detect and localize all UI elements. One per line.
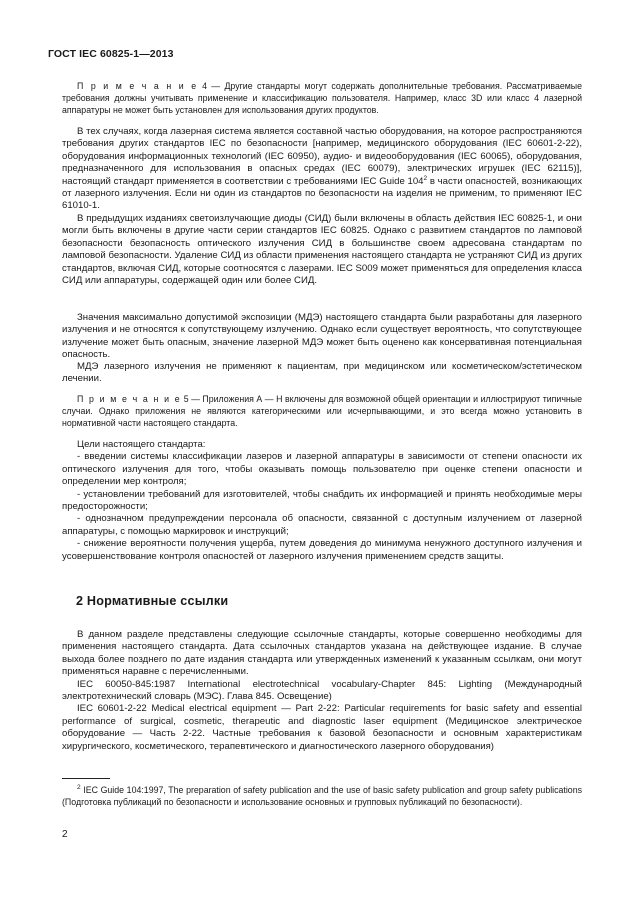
paragraph-text-continued: в части опасностей, возникающих от лазерного излучения. Если ни один из стандартов по безопасности на изделия не применим, то применяют IEC 61010-1. [62, 175, 582, 212]
paragraph-text: МДЭ лазерного излучения не применяют к пациентам, при медицинском или косметическом/эстетическом лечении. [62, 361, 582, 385]
note-text: 4 — Другие стандарты могут содержать дополнительные требования. Рассматриваемые требования должны учитывать применение и классификацию пользователя. Например, класс 3D или класс 4 лазерной аппаратуры не может быть установлен для использования других продуктов. [62, 81, 582, 116]
paragraph-mpe-patients [62, 361, 582, 386]
paragraph-text: Значения максимально допустимой экспозиции (МДЭ) настоящего стандарта были разработаны для лазерного излучения и не относятся к сопутствующему излучению. Однако если существует вероятность, что сопутствующее излучение может быть опасным, значение лазерной МДЭ может быть оценено как консервативная потенциальная опасность. [62, 312, 582, 361]
section-heading: 2 Нормативные ссылки [76, 594, 229, 608]
normative-references [62, 629, 582, 753]
note-4 [62, 80, 582, 116]
list-item: - введении системы классификации лазеров и лазерной аппаратуры в зависимости от степени опасности их оптического излучения для того, чтобы оказывать помощь пользователю при оценке степени опасности и определении мер контроля; [62, 451, 582, 488]
note-5 [62, 393, 582, 429]
list-item: - снижение вероятности получения ущерба, путем доведения до минимума ненужного доступного излучения и усовершенствование контроля опасностей от лазерного излучения применением средств защиты. [62, 538, 582, 562]
footnote-number: 2 [77, 784, 81, 792]
reference-item: IEC 60050-845:1987 International electrotechnical vocabulary-Chapter 845: Lighting (Международный электротехнический словарь (МЭС). Глава 845. Освещение) [62, 678, 582, 703]
note-label: П р и м е ч а н и е [77, 394, 182, 404]
note-label: П р и м е ч а н и е [77, 81, 198, 91]
paragraph-text: В тех случаях, когда лазерная система является составной частью оборудования, на которое распространяются требования других стандартов IEC по безопасности [например, медицинского оборудования (IEC 60601-2-22), оборудования информационных технологий (IEC 60950), аудио- и видеооборудования (IEC 60065), оборудования, предназначенного для использования в опасных средах (IEC 60079), электрических игрушек (IEC 62115)], настоящий стандарт применяется в соответствии с требованиями IEC Guide 104 [62, 126, 582, 187]
list-item: - установлении требований для изготовителей, чтобы снабдить их информацией и принять необходимые меры предосторожности; [62, 488, 582, 513]
footnote-divider [62, 778, 110, 779]
standard-header: ГОСТ IEC 60825-1—2013 [48, 48, 174, 60]
paragraph-text: В предыдущих изданиях светоизлучающие диоды (СИД) были включены в область действия IEC 60825-1, и они могли быть включены в другие части серии стандартов IEC 60825. Однако с развитием стандартов по ламповой безопасности безопасность оптического излучения СИД в большинстве своем адресована стандартам по ламповой безопасности. Удаление СИД из области применения настоящего стандарта не устраняют СИД из других стандартов, включая СИД, которые соотносятся с лазерами. IEC S009 может применяться для определения класса СИД или аппаратуры, содержащей один или более СИД. [62, 213, 582, 287]
footnote [62, 784, 582, 808]
goals-list [62, 439, 582, 563]
page-number: 2 [62, 829, 68, 840]
goals-intro: Цели настоящего стандарта: [77, 439, 206, 450]
reference-item: IEC 60601-2-22 Medical electrical equipment — Part 2-22: Particular requirements for basic safety and essential performance of surgical, cosmetic, therapeutic and diagnostic laser equipment (Медицинское электрическое оборудование — Часть 2-22. Частные требования к базовой безопасности и основным характеристикам хирургического, косметического, терапевтического и диагностического лазерного оборудования) [62, 703, 582, 752]
note-text: 5 — Приложения А — Н включены для возможной общей ориентации и иллюстрируют типичные случаи. Однако приложения не являются категорическими или исчерпывающими, и это всегда можно установить в нормативной части настоящего стандарта. [62, 394, 582, 429]
footnote-reference: 2 [423, 174, 428, 182]
section-intro: В данном разделе представлены следующие ссылочные стандарты, которые совершенно необходимы для применения настоящего стандарта. Дата ссылочных стандартов указана на действующее издание. В случае выхода более позднего по дате издания стандарта или утвержденных изменений к указанным ссылкам, они могут применяться наравне с перечисленными. [62, 629, 582, 678]
paragraph-mpe [62, 312, 582, 362]
paragraph-led [62, 213, 582, 287]
list-item: - однозначном предупреждении персонала об опасности, связанной с доступным излучением от лазерной аппаратуры, с помощью маркировок и инструкций; [62, 513, 582, 537]
paragraph-scope-systems [62, 126, 582, 213]
footnote-text: IEC Guide 104:1997, The preparation of safety publication and the use of basic safety publication and group safety publications (Подготовка публикаций по безопасности и использование основных и групповых публикаций по безопасности). [62, 785, 582, 808]
